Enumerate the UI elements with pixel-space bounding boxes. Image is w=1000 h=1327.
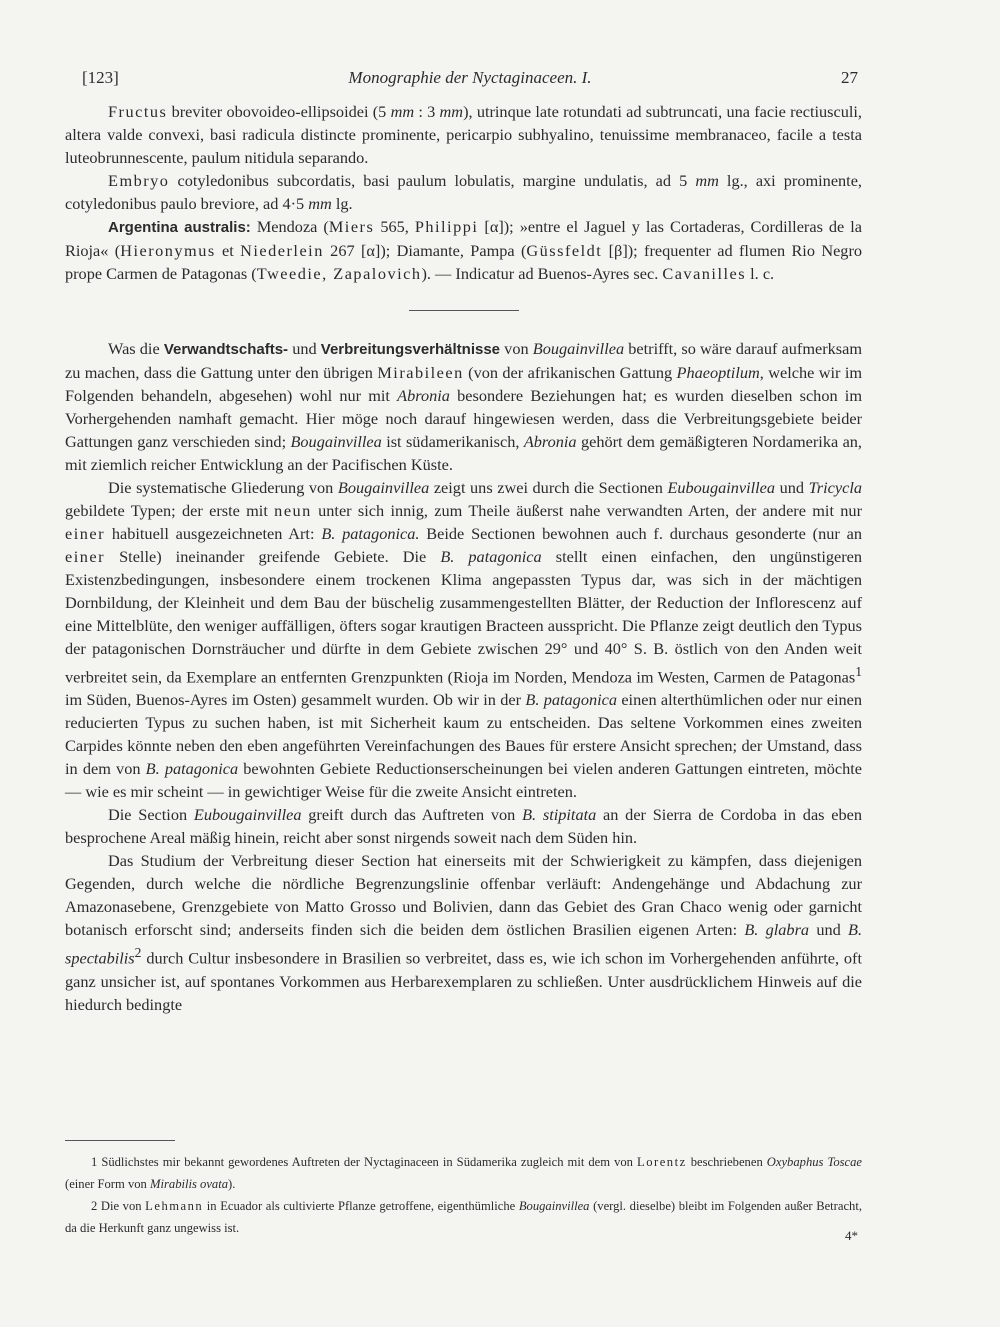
text-segment: Die systematische Gliederung von: [108, 478, 338, 497]
text-segment: (von der afrikanischen Gattung: [463, 363, 677, 382]
footnote-rule: [65, 1140, 175, 1141]
main-text: [65, 100, 862, 1016]
text-segment: Eubougainvillea: [193, 805, 302, 825]
text-segment: und: [809, 920, 848, 940]
text-segment: 2: [134, 945, 142, 961]
text-segment: Tweedie, Zapalovich: [256, 264, 422, 283]
running-title: Monographie der Nyctaginaceen. I.: [348, 68, 592, 87]
running-header: [82, 68, 858, 92]
footnotes: [65, 1151, 862, 1239]
text-segment: B. patagonica: [440, 547, 542, 566]
text-segment: gebildete Typen; der erste mit: [65, 501, 275, 520]
text-segment: 267 [α]); Diamante, Pampa (: [323, 241, 527, 260]
signature-mark: 4*: [845, 1228, 858, 1243]
text-segment: betrifft, so wäre darauf aufmerksam zu machen, dass die Gattung unter den übrigen: [65, 339, 863, 382]
text-segment: einen alterthümlichen oder nur einen reducierten Typus zu suchen haben, ist mit Sicherheit kaum zu entscheiden. Das seltene Vorkommen eines zweiten Carpides könnte neben den eben angeführten Vereinfachungen des Baues für erstere Ansicht sprechen; der Umstand, dass in dem von: [65, 690, 862, 779]
text-segment: Abronia: [397, 386, 450, 405]
footnote-fn2: [65, 1195, 862, 1239]
text-segment: Philippi: [414, 217, 479, 236]
footnote-fn1: [65, 1151, 862, 1195]
text-segment: ).: [228, 1177, 236, 1191]
text-segment: Lehmann: [145, 1199, 204, 1213]
text-segment: Bougainvillea: [518, 1199, 590, 1213]
text-segment: (vergl. dieselbe) bleibt im Folgenden außer Betracht, da die Herkunft ganz ungewiss ist.: [65, 1199, 862, 1235]
text-segment: Oxybaphus Toscae: [766, 1155, 862, 1169]
text-segment: ist südamerikanisch,: [381, 432, 524, 451]
text-segment: Eubougainvillea: [667, 478, 776, 497]
text-segment: Die Section: [108, 805, 194, 825]
text-segment: bewohnten Gebiete Reductionserscheinungen bei vielen anderen Gattungen eintreten, möchte — wie es mir scheint — in gewichtiger Weise für die zweite Ansicht eintreten.: [65, 759, 863, 802]
section-divider: [409, 310, 519, 311]
text-segment: : 3: [414, 102, 440, 121]
paragraph-section: [65, 803, 862, 849]
text-segment: B. stipitata: [522, 805, 597, 825]
page-number: 27: [841, 68, 858, 87]
text-segment: und: [775, 478, 809, 497]
text-segment: Tricycla: [808, 478, 862, 497]
text-segment: habituell ausgezeichneten Art:: [105, 524, 322, 543]
text-segment: Abronia: [523, 432, 577, 451]
text-segment: besondere Beziehungen hat; es wurden dieselben schon im Vorhergehenden namhaft gemacht. Hier möge noch darauf hingewiesen werden, dass die Verbreitungsgebiete beider Gattungen ganz verschieden sind;: [65, 386, 862, 451]
text-segment: breviter obovoideo-ellipsoidei (5: [167, 102, 391, 121]
text-segment: 1 Südlichstes mir bekannt gewordenes Auftreten der Nyctaginaceen in Südamerika zugleich mit dem von: [91, 1155, 638, 1169]
text-segment: Beide Sectionen bewohnen auch f. durchaus gesonderte (nur an: [419, 524, 862, 543]
text-segment: Bougainvillea: [337, 478, 430, 497]
text-segment: stellt einen einfachen, den ungünstigeren Existenzbedingungen, insbesondere einem trockenen Klima angepassten Typus dar, was sich in der mächtigen Dornbildung, der Kleinheit und dem Bau der büschelig zusammengestellten Blätter, der Reduction der Inflorescenz auf eine Mittelblüte, den weniger auffälligen, öfters sogar krautigen Bracteen ausspricht. Die Pflanze zeigt deutlich den Typus der patagonischen Dornsträucher und dürfte in dem Gebiete zwischen 29° und 40° S. B. östlich von den Anden weit verbreitet sein, da Exemplare an entfernten Grenzpunkten (Rioja im Norden, Mendoza im Westen, Carmen de Patagonas: [65, 547, 863, 687]
text-segment: mm: [695, 171, 719, 190]
text-segment: ). — Indicatur ad Buenos-Ayres sec.: [421, 264, 663, 283]
text-segment: Niederlein: [240, 241, 324, 260]
text-segment: einer: [65, 524, 106, 543]
text-segment: ), utrinque late rotundati ad subtruncati, una facie rectiusculi, altera valde convexi, basi radicula distincte prominente, pericarpio subhyalino, tenuissime membranaceo, facile a testa luteobrunnescente, paulum nitidula separando.: [65, 102, 862, 167]
text-segment: Güssfeldt: [526, 241, 603, 260]
text-segment: B. glabra: [744, 920, 810, 940]
text-segment: , welche wir im Folgenden behandeln, abgesehen) wohl nur mit: [65, 363, 863, 405]
text-segment: 565,: [374, 217, 415, 236]
text-segment: Mendoza (: [250, 217, 329, 236]
text-segment: Argentina australis:: [108, 219, 251, 236]
text-segment: greift durch das Auftreten von: [301, 805, 523, 825]
text-segment: [α]); »entre el Jaguel y las Cortaderas, Cordilleras de la Rioja« (: [65, 217, 863, 260]
text-segment: Embryo: [108, 171, 170, 190]
text-segment: neun: [274, 501, 312, 520]
text-segment: Verwandtschafts-: [163, 341, 289, 358]
text-segment: cotyledonibus subcordatis, basi paulum lobulatis, margine undulatis, ad 5: [169, 171, 696, 190]
text-segment: und: [288, 339, 321, 358]
paragraph-gliederung: [65, 476, 862, 803]
text-segment: lg.: [331, 194, 353, 213]
text-segment: Lorentz: [637, 1155, 687, 1169]
text-segment: Bougainvillea: [290, 432, 382, 451]
text-segment: einer: [65, 547, 106, 566]
text-segment: Mirabilis ovata: [150, 1177, 229, 1191]
text-segment: Fructus: [108, 102, 168, 121]
text-segment: in Ecuador als cultivierte Pflanze getroffene, eigenthümliche: [203, 1199, 519, 1213]
text-segment: B. patagonica.: [321, 524, 420, 543]
text-segment: Verbreitungsverhältnisse: [320, 341, 501, 358]
text-segment: (einer Form von: [65, 1177, 150, 1191]
text-segment: an der Sierra de Cordoba in das eben besprochene Areal mäßig hinein, reicht aber sonst nirgends soweit nach dem Süden hin.: [65, 805, 863, 848]
text-segment: l. c.: [746, 264, 775, 283]
paragraph-studium: [65, 849, 862, 1015]
text-segment: im Süden, Buenos-Ayres im Osten) gesammelt wurden. Ob wir in der: [65, 690, 526, 710]
text-segment: mm: [308, 194, 332, 213]
text-segment: 2 Die von: [91, 1199, 146, 1213]
text-segment: beschriebenen: [686, 1155, 767, 1169]
paragraph-embryo: [65, 169, 862, 215]
text-segment: 1: [855, 664, 862, 679]
text-segment: mm: [439, 102, 464, 121]
text-segment: Mirabileen: [377, 363, 464, 382]
text-segment: Hieronymus: [120, 241, 216, 260]
text-segment: Phaeoptilum: [676, 363, 760, 382]
text-segment: et: [215, 241, 241, 260]
text-segment: durch Cultur insbesondere in Brasilien so verbreitet, dass es, wie ich schon im Vorhergehenden anführte, oft ganz unsicher ist, auf spontanes Vorkommen aus Herbarexemplaren zu schließen. Unter ausdrücklichem Hinweis auf die hiedurch bedingte: [65, 948, 862, 1014]
text-segment: Miers: [328, 217, 375, 236]
text-segment: Das Studium der Verbreitung dieser Section hat einerseits mit der Schwierigkeit zu kämpfen, dass diejenigen Gegenden, durch welche die nördliche Begrenzungslinie offenbar verläuft: Andengehänge und Abdachung zur Amazonasebene, Grenzgebiete von Matto Grosso und Bolivien, dann das Gebiet des Gran Chaco wenig oder garnicht botanisch erforscht sind; anderseits finden sich die beiden dem östlichen Brasilien eigenen Arten:: [65, 851, 862, 940]
text-segment: Cavanilles: [662, 264, 747, 283]
text-segment: zeigt uns zwei durch die Sectionen: [429, 478, 668, 497]
text-segment: gehört dem gemäßigteren Nordamerika an, mit ziemlich reicher Entwicklung an der Pacifischen Küste.: [65, 432, 863, 474]
page-id: [123]: [82, 68, 119, 87]
text-segment: von: [500, 339, 533, 358]
text-segment: B. spectabilis: [65, 920, 863, 968]
text-segment: mm: [390, 102, 415, 121]
text-segment: Stelle) ineinander greifende Gebiete. Die: [105, 547, 441, 566]
paragraph-verwandtschaft: [65, 337, 862, 476]
paragraph-fructus: [65, 100, 862, 169]
text-segment: Was die: [108, 339, 164, 358]
text-segment: lg., axi prominente, cotyledonibus paulo breviore, ad 4·5: [65, 171, 863, 213]
text-segment: B. patagonica: [145, 759, 239, 779]
text-segment: [β]); frequenter ad flumen Rio Negro prope Carmen de Patagonas (: [65, 241, 863, 283]
paragraph-argentina: [65, 215, 862, 285]
text-segment: B. patagonica: [525, 690, 617, 710]
text-segment: Bougainvillea: [532, 339, 625, 358]
text-segment: unter sich innig, zum Theile äußerst nahe verwandten Arten, der andere mit nur: [311, 501, 862, 520]
